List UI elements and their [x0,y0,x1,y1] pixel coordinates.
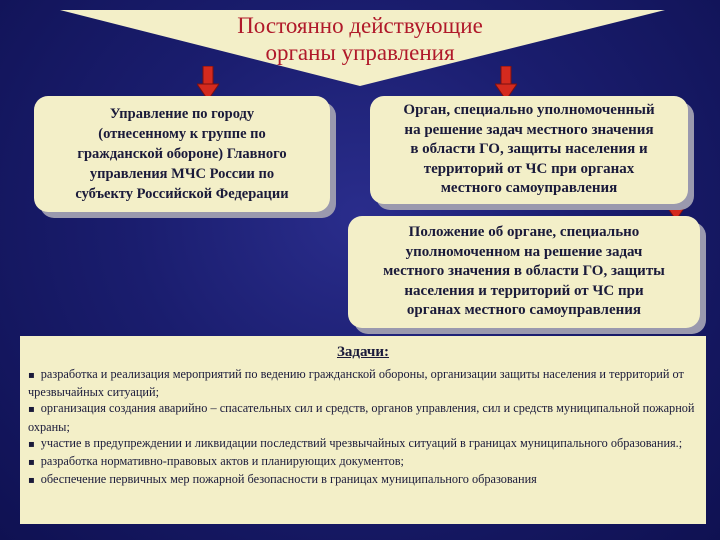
square-bullet-icon: ▪ [28,438,35,450]
tasks-list [28,366,698,489]
city-department-text: Управление по городу (отнесенному к группе по гражданской обороне) Главного управления МЧС России по субъекту Российской Федерации [75,106,289,202]
square-bullet-icon: ▪ [28,370,35,381]
square-bullet-icon: ▪ [28,457,35,469]
task-item [28,453,698,471]
arrow-down-icon [495,66,517,100]
task-text: разработка нормативно-правовых актов и планирующих документов; [40,454,404,469]
task-item [28,471,698,489]
regulation-text: Положение об органе, специально уполномоченном на решение задач местного значения в области ГО, защиты населения и территорий от ЧС при органах местного самоуправления [383,224,665,319]
tasks-title: Задачи: [336,344,389,360]
tasks-panel [20,336,706,524]
arrow-down-icon [197,66,219,100]
task-text: участие в предупреждении и ликвидации последствий чрезвычайных ситуаций в границах муниципального образования.; [40,435,683,450]
authorized-body-text: Орган, специально уполномоченный на решение задач местного значения в области ГО, защиты населения и территорий от ЧС при органах местного самоуправления [403,102,655,197]
title-line-2: органы управления [265,40,455,65]
title-line-1: Постоянно действующие [237,13,483,38]
task-text: организация создания аварийно – спасательных сил и средств, органов управления, сил и средств муниципальной пожарной охраны; [28,401,695,434]
page-title [160,12,560,66]
regulation-box [348,216,700,328]
authorized-body-box [370,96,688,204]
task-item [28,400,698,434]
square-bullet-icon: ▪ [28,404,35,416]
task-text: разработка и реализация мероприятий по ведению гражданской обороны, организации защиты населения и территорий от чрезвычайных ситуаций; [28,367,684,400]
square-bullet-icon: ▪ [28,475,35,487]
task-item [28,366,698,400]
city-department-box [34,96,330,212]
task-text: обеспечение первичных мер пожарной безопасности в границах муниципального образования [40,472,537,487]
task-item [28,435,698,453]
